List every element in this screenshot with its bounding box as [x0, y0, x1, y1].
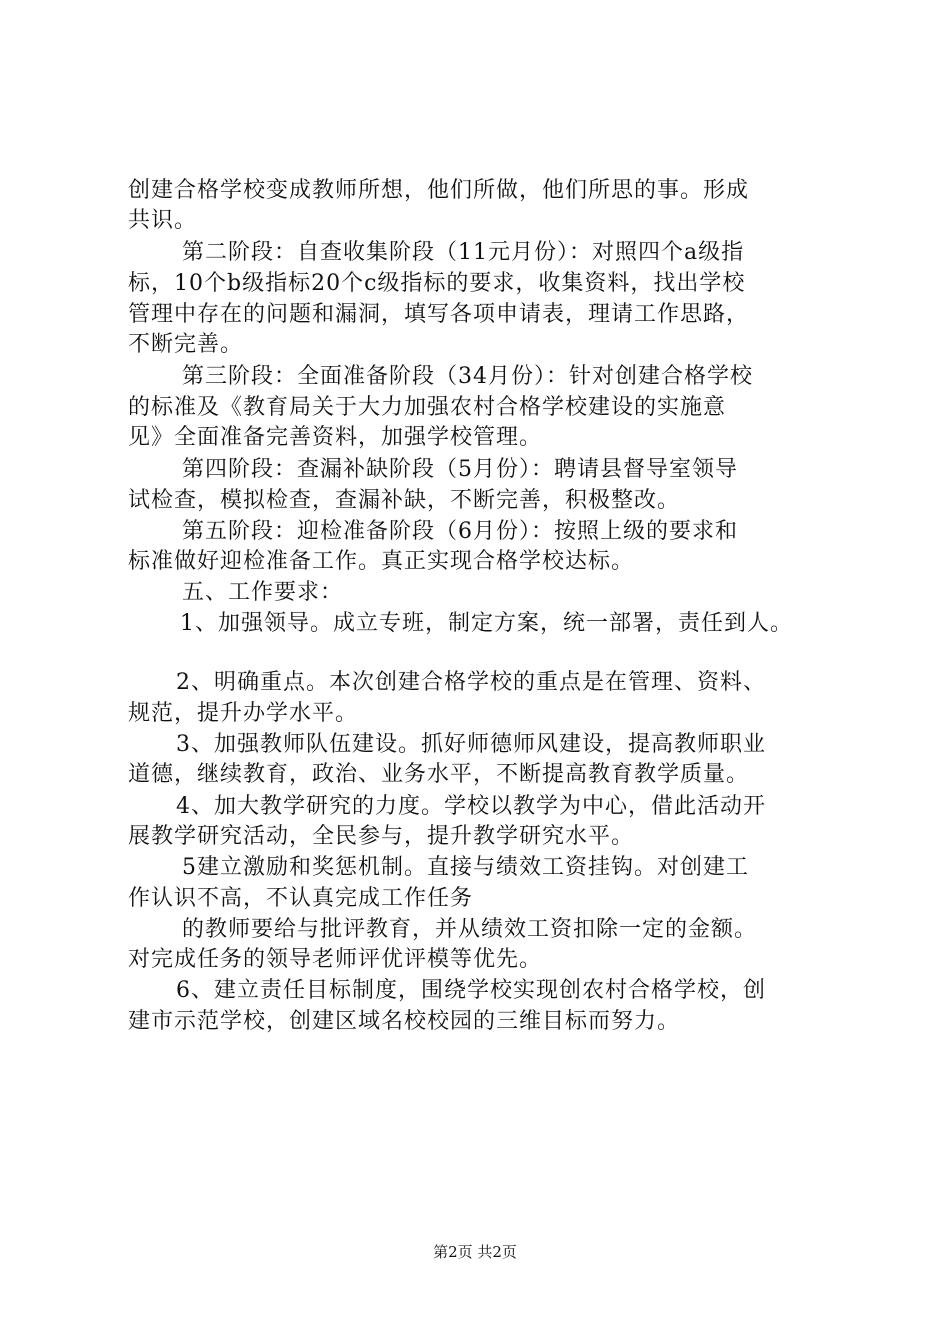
text-line: 共识。 — [128, 208, 198, 233]
text-line: 规范，提升办学水平。 — [128, 701, 359, 726]
text-line: 的教师要给与批评教育，并从绩效工资扣除一定的金额。 — [182, 917, 758, 942]
text-line: 道德，继续教育，政治、业务水平，不断提高教育教学质量。 — [128, 762, 750, 787]
text-line: 5建立激励和奖惩机制。直接与绩效工资挂钩。对创建工 — [182, 855, 749, 880]
text-line: 1、加强领导。成立专班，制定方案，统一部署，责任到人。 — [180, 611, 793, 636]
text-line: 第三阶段：全面准备阶段（34月份）：针对创建合格学校 — [182, 364, 753, 389]
text-line: 4、加大教学研究的力度。学校以教学为中心，借此活动开 — [176, 794, 766, 819]
text-line: 见》全面准备完善资料，加强学校管理。 — [128, 425, 543, 450]
section-heading: 五、工作要求： — [182, 580, 344, 605]
text-line: 2、明确重点。本次创建合格学校的重点是在管理、资料、 — [176, 670, 766, 695]
text-line: 试检查，模拟检查，查漏补缺，不断完善，积极整改。 — [128, 488, 681, 513]
text-line: 建市示范学校，创建区域名校校园的三维目标而努力。 — [128, 1009, 681, 1034]
text-line: 管理中存在的问题和漏洞，填写各项申请表，理请工作思路， — [128, 302, 750, 327]
text-line: 6、建立责任目标制度，围绕学校实现创农村合格学校，创 — [176, 978, 766, 1003]
text-line: 第二阶段：自查收集阶段（11元月份）：对照四个a级指 — [182, 240, 745, 265]
text-line: 第五阶段：迎检准备阶段（6月份）：按照上级的要求和 — [182, 519, 738, 544]
text-line: 标准做好迎检准备工作。真正实现合格学校达标。 — [128, 549, 635, 574]
text-line: 创建合格学校变成教师所想，他们所做，他们所思的事。形成 — [128, 178, 750, 203]
page-number-footer: 第2页 共2页 — [433, 1243, 517, 1261]
text-line: 标，10个b级指标20个c级指标的要求，收集资料，找出学校 — [128, 271, 746, 296]
text-line: 的标准及《教育局关于大力加强农村合格学校建设的实施意 — [128, 395, 727, 420]
text-line: 第四阶段：查漏补缺阶段（5月份）：聘请县督导室领导 — [182, 457, 738, 482]
text-line: 展教学研究活动，全民参与，提升教学研究水平。 — [128, 824, 635, 849]
text-line: 作认识不高，不认真完成工作任务 — [128, 886, 474, 911]
text-line: 不断完善。 — [128, 332, 244, 357]
text-line: 对完成任务的领导老师评优评模等优先。 — [128, 947, 543, 972]
text-line: 3、加强教师队伍建设。抓好师德师风建设，提高教师职业 — [176, 732, 766, 757]
